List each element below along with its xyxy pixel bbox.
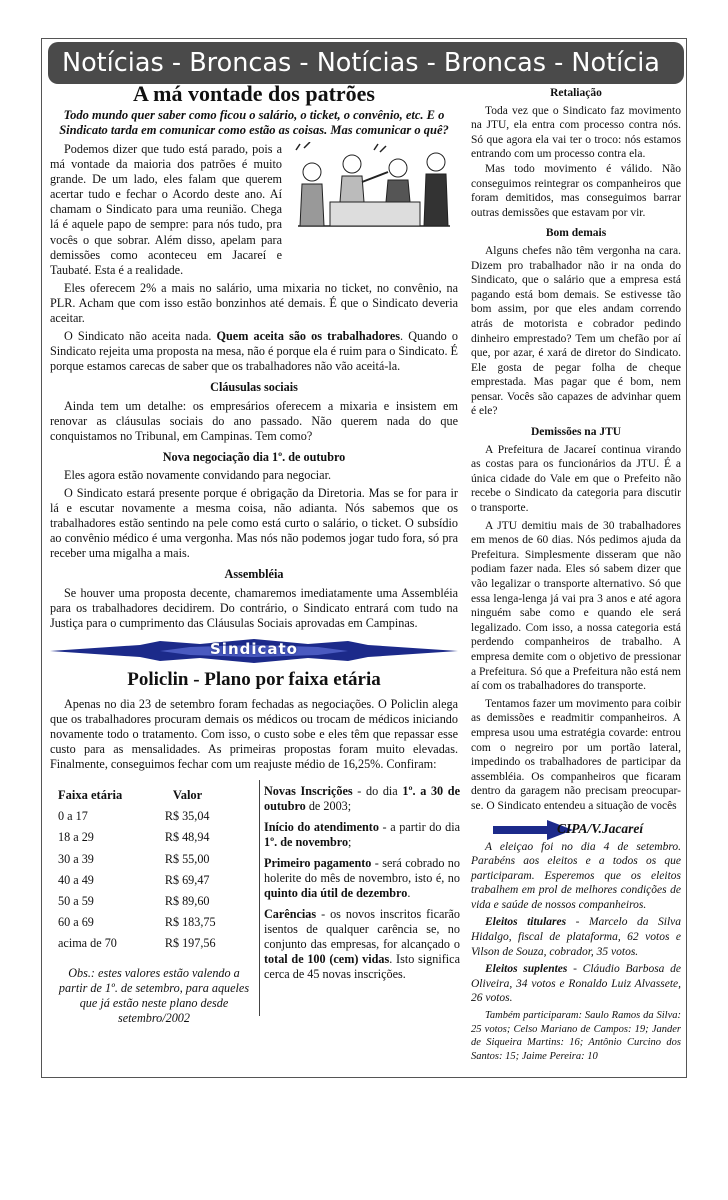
age-range: acima de 70: [58, 935, 117, 950]
paragraph: Apenas no dia 23 de setembro foram fechadas as negociações. O Policlin alega que os trabalhadores procuram demais os médicos ou trocam de médicos iniciando novamente todo o tratamento. Com isso, o custo sobe e eles têm que repassar esse custo para as mensalidades. As primeiras propostas foram muito elevadas. Finalmente, conseguimos fechar com um reajuste médio de 16,25%. Confiram:: [50, 696, 458, 772]
price: R$ 89,60: [164, 893, 210, 908]
bold-run: Carências: [264, 907, 317, 922]
bold-run: 1º. de novembro: [264, 835, 349, 850]
policlin-title: Policlin - Plano por faixa etária: [127, 668, 381, 690]
paragraph: Podemos dizer que tudo está parado, pois a má vontade da maioria dos patrões é muito grande. De um lado, eles falam que querem acertar tudo e fechar o Acordo deste ano. Aí chamam o Sindicato para uma reunião. Chega lá é aquele papo de sempre: para nós tudo, pra vocês o que sobrar. Além disso, apelam para demissões como aconteceu em Jacareí e Taubaté. Esta é a realidade.: [50, 142, 282, 277]
age-range: 60 a 69: [58, 914, 94, 929]
table-row: [58, 830, 248, 851]
bold-run: Primeiro pagamento: [264, 856, 372, 871]
paragraph: A eleiçao foi no dia 4 de setembro. Parabéns aos eleitos e a todos os que participaram. Esperemos que os eleitos trabalhem em prol de melhores condições de vida e saúde de nossos companheiros.: [471, 840, 681, 911]
bold-run: Eleitos titulares: [485, 916, 567, 929]
text-run: O Sindicato não aceita nada.: [64, 329, 217, 344]
schedule-item: [264, 907, 460, 982]
text-run: de 2003;: [305, 799, 352, 814]
paragraph: Ainda tem um detalhe: os empresários oferecem a mixaria e insistem em renovar as cláusulas sociais do ano passado. Não querem nada do que conquistamos no Tribunal, em Campinas. Tem como?: [50, 398, 458, 443]
text-run: - Marcelo da Silva Hidalgo, fiscal de plataforma, 62 votos e Vilson de Souza, cobrador, 35 votos.: [471, 916, 681, 958]
text-run: . Isto significa cerca de 45 novas inscrições.: [264, 952, 460, 982]
table-row: [58, 852, 248, 873]
bold-run: Novas Inscrições: [264, 784, 353, 799]
price: R$ 69,47: [164, 872, 210, 887]
paragraph: Eles agora estão novamente convidando para negociar.: [64, 467, 331, 482]
price: R$ 35,04: [164, 809, 210, 824]
paragraph: Mas todo movimento é válido. Não conseguimos reintegrar os companheiros que foram demitidos, mas conseguimos barrar outras demissões que estavam por vir.: [471, 162, 681, 219]
right-column: [471, 86, 681, 1063]
price: R$ 55,00: [164, 851, 210, 866]
left-column: [50, 81, 460, 1026]
sindicato-divider: [50, 639, 458, 663]
price: R$ 197,56: [164, 935, 216, 950]
cipa-title: CIPA/V.Jacareí: [557, 820, 644, 836]
subheading: Bom demais: [545, 227, 607, 240]
age-range: 50 a 59: [58, 893, 94, 908]
article-lead: Todo mundo quer saber como ficou o salário, o ticket, o convênio, etc. E o Sindicato tarda em comunicar como estão as coisas. Mas comunicar o quê?: [59, 108, 449, 137]
subheading: Nova negociação dia 1º. de outubro: [162, 449, 346, 464]
paragraph: A JTU demitiu mais de 30 trabalhadores em menos de 60 dias. Nós pedimos ajuda da Prefeitura. Simplesmente disseram que não podiam fazer nada. Eles só sabem dizer que vão legalizar o transporte alternativo. Só que essa lenga-lenga já vai pra 3 anos e até agora ninguém sabe como e quando ele será legalizado. Com isso, a nossa categoria está perdendo companheiros de trabalho. A empresa demite com o objetivo de pressionar a Prefeitura. Só que a Prefeitura não está nem aí com os trabalhadores do transporte.: [471, 519, 681, 693]
schedule: [264, 784, 460, 988]
age-range: 30 a 39: [58, 851, 94, 866]
age-range: 0 a 17: [58, 809, 88, 824]
paragraph: O Sindicato estará presente porque é obrigação da Diretoria. Mas se for para ir lá e escutar novamente a mesma coisa, não adianta. Nós sabemos que os trabalhadores estão sentindo na pele como está curto o salário, o ticket. O subsídio ao convênio médico é uma vergonha. Mas nós não podemos jogar tudo fora, só pra receber uma migalha a mais.: [50, 485, 458, 561]
table-row: [58, 873, 248, 894]
price-table: [58, 788, 248, 957]
news-banner: Notícias - Broncas - Notícias - Broncas - Notícia: [48, 42, 684, 84]
subheading: Retaliação: [550, 87, 602, 99]
bold-run: Quem aceita são os trabalhadores: [216, 329, 401, 344]
subheading: Assembléia: [224, 567, 284, 582]
subheading: Cláusulas sociais: [210, 380, 298, 395]
cipa-heading: [471, 820, 681, 840]
text-run: .: [407, 886, 411, 901]
divider: [259, 780, 260, 1016]
text-run: . Quando o Sindicato rejeita uma proposta na mesa, não é porque ela é ruim para o Sindicato. É porque estamos carecas de saber que os trabalhadores não vão aceitá-la.: [50, 329, 458, 374]
schedule-item: [264, 820, 460, 850]
bold-run: Eleitos suplentes: [485, 963, 568, 976]
price: R$ 183,75: [164, 914, 216, 929]
policlin-info: [50, 780, 460, 1026]
table-row: [58, 809, 248, 830]
age-range: 18 a 29: [58, 830, 94, 845]
paragraph: Alguns chefes não têm vergonha na cara. Dizem pro trabalhador não ir na onda do Sindicato, que o salário que a empresa está pagando está bom demais. Se estivesse tão bom assim, por que eles andam correndo atrás de motorista e cobrador pedindo dinheiro emprestado? Tem um chefão por aí que, por azar, é xará de diretor do Sindicato. Ele gosta de pegar folha de cheque emprestada. Mas pagar que é bom, nem pensar. Vocês são capazes de advinhar quem é ele?: [471, 244, 681, 418]
text-run: - a partir do dia: [378, 820, 460, 835]
paragraph: Toda vez que o Sindicato faz movimento na JTU, ela entra com processo contra nós. Só que agora ela vai ter o troco: nós estamos entrando com um processo contra ela.: [471, 104, 681, 161]
bold-run: quinto dia útil de dezembro: [264, 886, 408, 901]
paragraph: [471, 962, 681, 1006]
paragraph: Eles oferecem 2% a mais no salário, uma mixaria no ticket, no convênio, na PLR. Acham que com isso estão bonzinhos até demais. É que o Sindicato deveria aceitar.: [50, 280, 458, 326]
paragraph: Também participaram: Saulo Ramos da Silva: 25 votos; Celso Mariano de Campos: 19; Jander de Siqueira Martins: 16; Antônio Curcino dos Santos: 15; Jaime Pereira: 10: [471, 1010, 681, 1062]
subheading: Demissões na JTU: [530, 426, 622, 439]
schedule-item: [264, 856, 460, 901]
bold-run: Início do atendimento: [264, 820, 379, 835]
bold-run: total de 100 (cem) vidas: [264, 952, 390, 967]
text-run: - do dia: [352, 784, 403, 799]
text-run: - Cláudio Barbosa de Oliveira, 34 votos e Ronaldo Luiz Alvassete, 26 votos.: [471, 963, 681, 1005]
paragraph: Se houver uma proposta decente, chamaremos imediatamente uma Assembléia para os trabalhadores decidirem. Do contrário, o Sindicato entrará com tudo na Justiça para o cumprimento das Cláusulas Sociais aprovadas em Campinas.: [50, 585, 458, 630]
table-row: [58, 915, 248, 936]
sindicato-label: Sindicato: [210, 639, 298, 658]
age-range: 40 a 49: [58, 872, 94, 887]
cartoon-illustration: [290, 142, 458, 248]
column-header: Valor: [172, 788, 203, 803]
text-run: ;: [348, 835, 352, 850]
paragraph: A Prefeitura de Jacareí continua virando as costas para os funcionários da JTU. É a única cidade do Vale em que o Prefeito não recebe o Sindicato da categoria para discutir o transporte.: [471, 443, 681, 515]
table-row: [58, 936, 248, 957]
table-note: Obs.: estes valores estão valendo a partir de 1º. de setembro, para aqueles que já estão neste plano desde setembro/2002: [58, 966, 250, 1026]
paragraph: [50, 329, 458, 374]
table-header-row: [58, 788, 248, 809]
schedule-item: [264, 784, 460, 814]
article-title: A má vontade dos patrões: [132, 81, 375, 106]
text-run: - será cobrado no holerite do mês de novembro, isto é, no: [264, 856, 460, 886]
text-run: - os novos inscritos ficarão isentos de qualquer carência se, no conjunto das empresas, for alcançado o: [264, 907, 460, 952]
table-row: [58, 894, 248, 915]
column-header: Faixa etária: [58, 788, 123, 803]
paragraph: [471, 915, 681, 959]
paragraph: Tentamos fazer um movimento para coibir as demissões e readmitir companheiros. A empresa usou uma estratégia covarde: entrou com o negreiro por um portão lateral, impedindo os trabalhadores de participar da assembléia. Os companheiros que ficaram dentro da garagem não precisam preocupar-se. O Sindicato entendeu a situação de vocês: [471, 697, 681, 812]
price: R$ 48,94: [164, 830, 210, 845]
bold-run: 1º. a 30 de outubro: [264, 784, 460, 814]
